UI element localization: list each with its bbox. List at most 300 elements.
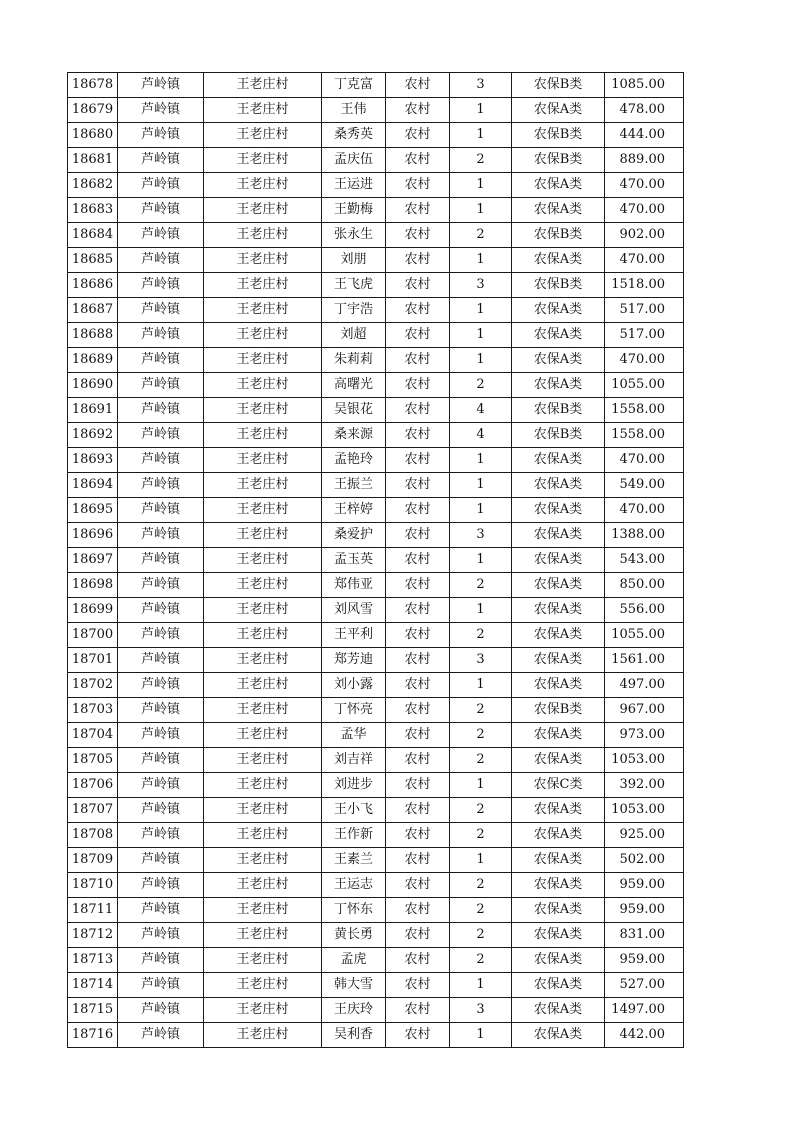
town-cell: 芦岭镇 (118, 173, 204, 198)
name-cell: 郑芳迪 (322, 648, 386, 673)
amount-cell: 850.00 (605, 573, 684, 598)
household-count-cell: 4 (450, 398, 512, 423)
category-cell: 农保B类 (512, 148, 605, 173)
row-number-cell: 18711 (68, 898, 118, 923)
area-type-cell: 农村 (386, 873, 450, 898)
area-type-cell: 农村 (386, 223, 450, 248)
village-cell: 王老庄村 (204, 398, 322, 423)
household-count-cell: 3 (450, 273, 512, 298)
row-number-cell: 18713 (68, 948, 118, 973)
town-cell: 芦岭镇 (118, 223, 204, 248)
category-cell: 农保B类 (512, 423, 605, 448)
amount-cell: 1558.00 (605, 398, 684, 423)
row-number-cell: 18683 (68, 198, 118, 223)
village-cell: 王老庄村 (204, 223, 322, 248)
table-row (68, 273, 684, 298)
town-cell: 芦岭镇 (118, 448, 204, 473)
category-cell: 农保A类 (512, 898, 605, 923)
category-cell: 农保A类 (512, 723, 605, 748)
area-type-cell: 农村 (386, 348, 450, 373)
town-cell: 芦岭镇 (118, 298, 204, 323)
town-cell: 芦岭镇 (118, 823, 204, 848)
amount-cell: 442.00 (605, 1023, 684, 1048)
name-cell: 朱莉莉 (322, 348, 386, 373)
household-count-cell: 3 (450, 998, 512, 1023)
category-cell: 农保B类 (512, 698, 605, 723)
name-cell: 王小飞 (322, 798, 386, 823)
town-cell: 芦岭镇 (118, 623, 204, 648)
row-number-cell: 18701 (68, 648, 118, 673)
name-cell: 王作新 (322, 823, 386, 848)
village-cell: 王老庄村 (204, 273, 322, 298)
name-cell: 孟艳玲 (322, 448, 386, 473)
village-cell: 王老庄村 (204, 448, 322, 473)
town-cell: 芦岭镇 (118, 523, 204, 548)
area-type-cell: 农村 (386, 648, 450, 673)
name-cell: 刘超 (322, 323, 386, 348)
area-type-cell: 农村 (386, 973, 450, 998)
name-cell: 王运志 (322, 873, 386, 898)
row-number-cell: 18706 (68, 773, 118, 798)
village-cell: 王老庄村 (204, 173, 322, 198)
row-number-cell: 18684 (68, 223, 118, 248)
area-type-cell: 农村 (386, 598, 450, 623)
village-cell: 王老庄村 (204, 748, 322, 773)
town-cell: 芦岭镇 (118, 373, 204, 398)
town-cell: 芦岭镇 (118, 573, 204, 598)
category-cell: 农保A类 (512, 598, 605, 623)
village-cell: 王老庄村 (204, 98, 322, 123)
town-cell: 芦岭镇 (118, 473, 204, 498)
row-number-cell: 18685 (68, 248, 118, 273)
village-cell: 王老庄村 (204, 773, 322, 798)
village-cell: 王老庄村 (204, 373, 322, 398)
table-row (68, 448, 684, 473)
row-number-cell: 18692 (68, 423, 118, 448)
name-cell: 王素兰 (322, 848, 386, 873)
table-row (68, 1023, 684, 1048)
row-number-cell: 18695 (68, 498, 118, 523)
category-cell: 农保A类 (512, 873, 605, 898)
row-number-cell: 18702 (68, 673, 118, 698)
area-type-cell: 农村 (386, 923, 450, 948)
area-type-cell: 农村 (386, 798, 450, 823)
table-row (68, 173, 684, 198)
category-cell: 农保B类 (512, 123, 605, 148)
household-count-cell: 1 (450, 323, 512, 348)
row-number-cell: 18699 (68, 598, 118, 623)
row-number-cell: 18681 (68, 148, 118, 173)
village-cell: 王老庄村 (204, 323, 322, 348)
category-cell: 农保B类 (512, 223, 605, 248)
town-cell: 芦岭镇 (118, 723, 204, 748)
amount-cell: 959.00 (605, 898, 684, 923)
town-cell: 芦岭镇 (118, 98, 204, 123)
table-row (68, 648, 684, 673)
name-cell: 孟华 (322, 723, 386, 748)
household-count-cell: 1 (450, 298, 512, 323)
table-row (68, 973, 684, 998)
table-row (68, 398, 684, 423)
household-count-cell: 1 (450, 448, 512, 473)
area-type-cell: 农村 (386, 298, 450, 323)
table-row (68, 73, 684, 98)
table-row (68, 673, 684, 698)
amount-cell: 925.00 (605, 823, 684, 848)
household-count-cell: 1 (450, 248, 512, 273)
village-cell: 王老庄村 (204, 998, 322, 1023)
village-cell: 王老庄村 (204, 523, 322, 548)
household-count-cell: 2 (450, 148, 512, 173)
category-cell: 农保A类 (512, 473, 605, 498)
amount-cell: 444.00 (605, 123, 684, 148)
category-cell: 农保A类 (512, 648, 605, 673)
town-cell: 芦岭镇 (118, 548, 204, 573)
category-cell: 农保B类 (512, 273, 605, 298)
household-count-cell: 2 (450, 723, 512, 748)
amount-cell: 470.00 (605, 448, 684, 473)
name-cell: 吴利香 (322, 1023, 386, 1048)
row-number-cell: 18687 (68, 298, 118, 323)
town-cell: 芦岭镇 (118, 348, 204, 373)
table-row (68, 698, 684, 723)
table-row (68, 898, 684, 923)
row-number-cell: 18680 (68, 123, 118, 148)
town-cell: 芦岭镇 (118, 273, 204, 298)
name-cell: 吴银花 (322, 398, 386, 423)
area-type-cell: 农村 (386, 1023, 450, 1048)
household-count-cell: 2 (450, 573, 512, 598)
table-row (68, 598, 684, 623)
table-row (68, 948, 684, 973)
amount-cell: 517.00 (605, 298, 684, 323)
village-cell: 王老庄村 (204, 198, 322, 223)
town-cell: 芦岭镇 (118, 773, 204, 798)
village-cell: 王老庄村 (204, 873, 322, 898)
town-cell: 芦岭镇 (118, 323, 204, 348)
area-type-cell: 农村 (386, 323, 450, 348)
amount-cell: 1558.00 (605, 423, 684, 448)
row-number-cell: 18678 (68, 73, 118, 98)
household-count-cell: 3 (450, 648, 512, 673)
row-number-cell: 18700 (68, 623, 118, 648)
town-cell: 芦岭镇 (118, 648, 204, 673)
town-cell: 芦岭镇 (118, 948, 204, 973)
name-cell: 王平利 (322, 623, 386, 648)
household-count-cell: 1 (450, 198, 512, 223)
household-count-cell: 1 (450, 473, 512, 498)
name-cell: 刘小露 (322, 673, 386, 698)
household-count-cell: 2 (450, 948, 512, 973)
row-number-cell: 18696 (68, 523, 118, 548)
category-cell: 农保A类 (512, 173, 605, 198)
row-number-cell: 18689 (68, 348, 118, 373)
name-cell: 王运进 (322, 173, 386, 198)
area-type-cell: 农村 (386, 123, 450, 148)
row-number-cell: 18707 (68, 798, 118, 823)
village-cell: 王老庄村 (204, 673, 322, 698)
table-row (68, 723, 684, 748)
area-type-cell: 农村 (386, 373, 450, 398)
village-cell: 王老庄村 (204, 973, 322, 998)
household-count-cell: 1 (450, 348, 512, 373)
row-number-cell: 18697 (68, 548, 118, 573)
table-row (68, 548, 684, 573)
household-count-cell: 2 (450, 373, 512, 398)
table-row (68, 923, 684, 948)
household-count-cell: 3 (450, 73, 512, 98)
row-number-cell: 18712 (68, 923, 118, 948)
category-cell: 农保A类 (512, 973, 605, 998)
town-cell: 芦岭镇 (118, 248, 204, 273)
name-cell: 王振兰 (322, 473, 386, 498)
amount-cell: 831.00 (605, 923, 684, 948)
area-type-cell: 农村 (386, 573, 450, 598)
area-type-cell: 农村 (386, 448, 450, 473)
town-cell: 芦岭镇 (118, 498, 204, 523)
table-row (68, 323, 684, 348)
category-cell: 农保A类 (512, 748, 605, 773)
household-count-cell: 1 (450, 773, 512, 798)
table-row (68, 623, 684, 648)
category-cell: 农保A类 (512, 373, 605, 398)
name-cell: 刘朋 (322, 248, 386, 273)
name-cell: 高曙光 (322, 373, 386, 398)
name-cell: 丁怀东 (322, 898, 386, 923)
table-row (68, 148, 684, 173)
town-cell: 芦岭镇 (118, 673, 204, 698)
area-type-cell: 农村 (386, 698, 450, 723)
category-cell: 农保A类 (512, 623, 605, 648)
amount-cell: 556.00 (605, 598, 684, 623)
row-number-cell: 18710 (68, 873, 118, 898)
category-cell: 农保A类 (512, 998, 605, 1023)
household-count-cell: 1 (450, 973, 512, 998)
row-number-cell: 18709 (68, 848, 118, 873)
village-cell: 王老庄村 (204, 423, 322, 448)
village-cell: 王老庄村 (204, 348, 322, 373)
area-type-cell: 农村 (386, 823, 450, 848)
table-body (68, 73, 684, 1048)
town-cell: 芦岭镇 (118, 998, 204, 1023)
category-cell: 农保A类 (512, 98, 605, 123)
row-number-cell: 18704 (68, 723, 118, 748)
household-count-cell: 1 (450, 548, 512, 573)
category-cell: 农保A类 (512, 323, 605, 348)
area-type-cell: 农村 (386, 73, 450, 98)
table-row (68, 348, 684, 373)
area-type-cell: 农村 (386, 723, 450, 748)
town-cell: 芦岭镇 (118, 698, 204, 723)
area-type-cell: 农村 (386, 273, 450, 298)
amount-cell: 1388.00 (605, 523, 684, 548)
category-cell: 农保A类 (512, 923, 605, 948)
area-type-cell: 农村 (386, 548, 450, 573)
town-cell: 芦岭镇 (118, 1023, 204, 1048)
category-cell: 农保A类 (512, 198, 605, 223)
town-cell: 芦岭镇 (118, 398, 204, 423)
village-cell: 王老庄村 (204, 898, 322, 923)
name-cell: 桑来源 (322, 423, 386, 448)
amount-cell: 1518.00 (605, 273, 684, 298)
town-cell: 芦岭镇 (118, 423, 204, 448)
table-row (68, 423, 684, 448)
name-cell: 刘风雪 (322, 598, 386, 623)
amount-cell: 1053.00 (605, 748, 684, 773)
table-row (68, 798, 684, 823)
amount-cell: 959.00 (605, 873, 684, 898)
household-count-cell: 1 (450, 1023, 512, 1048)
name-cell: 桑秀英 (322, 123, 386, 148)
area-type-cell: 农村 (386, 898, 450, 923)
area-type-cell: 农村 (386, 198, 450, 223)
village-cell: 王老庄村 (204, 948, 322, 973)
table-row (68, 773, 684, 798)
village-cell: 王老庄村 (204, 298, 322, 323)
amount-cell: 470.00 (605, 173, 684, 198)
name-cell: 韩大雪 (322, 973, 386, 998)
table-row (68, 873, 684, 898)
table-row (68, 748, 684, 773)
row-number-cell: 18703 (68, 698, 118, 723)
amount-cell: 1497.00 (605, 998, 684, 1023)
area-type-cell: 农村 (386, 473, 450, 498)
amount-cell: 1055.00 (605, 373, 684, 398)
household-count-cell: 1 (450, 123, 512, 148)
town-cell: 芦岭镇 (118, 123, 204, 148)
household-count-cell: 2 (450, 748, 512, 773)
row-number-cell: 18708 (68, 823, 118, 848)
amount-cell: 470.00 (605, 198, 684, 223)
table-row (68, 498, 684, 523)
amount-cell: 470.00 (605, 248, 684, 273)
category-cell: 农保A类 (512, 798, 605, 823)
area-type-cell: 农村 (386, 98, 450, 123)
table-row (68, 523, 684, 548)
household-count-cell: 1 (450, 673, 512, 698)
area-type-cell: 农村 (386, 773, 450, 798)
area-type-cell: 农村 (386, 248, 450, 273)
area-type-cell: 农村 (386, 173, 450, 198)
amount-cell: 1055.00 (605, 623, 684, 648)
village-cell: 王老庄村 (204, 698, 322, 723)
amount-cell: 1561.00 (605, 648, 684, 673)
amount-cell: 959.00 (605, 948, 684, 973)
name-cell: 丁宇浩 (322, 298, 386, 323)
name-cell: 王庆玲 (322, 998, 386, 1023)
name-cell: 郑伟亚 (322, 573, 386, 598)
category-cell: 农保A类 (512, 673, 605, 698)
category-cell: 农保A类 (512, 848, 605, 873)
town-cell: 芦岭镇 (118, 798, 204, 823)
name-cell: 丁克富 (322, 73, 386, 98)
name-cell: 丁怀亮 (322, 698, 386, 723)
town-cell: 芦岭镇 (118, 973, 204, 998)
category-cell: 农保A类 (512, 948, 605, 973)
town-cell: 芦岭镇 (118, 598, 204, 623)
household-count-cell: 2 (450, 698, 512, 723)
town-cell: 芦岭镇 (118, 898, 204, 923)
household-count-cell: 2 (450, 923, 512, 948)
name-cell: 刘进步 (322, 773, 386, 798)
amount-cell: 889.00 (605, 148, 684, 173)
amount-cell: 967.00 (605, 698, 684, 723)
area-type-cell: 农村 (386, 948, 450, 973)
name-cell: 刘吉祥 (322, 748, 386, 773)
village-cell: 王老庄村 (204, 248, 322, 273)
row-number-cell: 18688 (68, 323, 118, 348)
area-type-cell: 农村 (386, 998, 450, 1023)
amount-cell: 470.00 (605, 348, 684, 373)
village-cell: 王老庄村 (204, 723, 322, 748)
household-count-cell: 2 (450, 223, 512, 248)
household-count-cell: 2 (450, 873, 512, 898)
amount-cell: 497.00 (605, 673, 684, 698)
name-cell: 王勤梅 (322, 198, 386, 223)
category-cell: 农保A类 (512, 298, 605, 323)
amount-cell: 973.00 (605, 723, 684, 748)
amount-cell: 1053.00 (605, 798, 684, 823)
village-cell: 王老庄村 (204, 573, 322, 598)
row-number-cell: 18716 (68, 1023, 118, 1048)
category-cell: 农保A类 (512, 823, 605, 848)
row-number-cell: 18690 (68, 373, 118, 398)
amount-cell: 527.00 (605, 973, 684, 998)
name-cell: 孟虎 (322, 948, 386, 973)
table-row (68, 123, 684, 148)
town-cell: 芦岭镇 (118, 748, 204, 773)
town-cell: 芦岭镇 (118, 198, 204, 223)
household-count-cell: 2 (450, 898, 512, 923)
area-type-cell: 农村 (386, 498, 450, 523)
area-type-cell: 农村 (386, 848, 450, 873)
household-count-cell: 1 (450, 598, 512, 623)
town-cell: 芦岭镇 (118, 148, 204, 173)
table-row (68, 573, 684, 598)
amount-cell: 470.00 (605, 498, 684, 523)
household-count-cell: 4 (450, 423, 512, 448)
village-cell: 王老庄村 (204, 1023, 322, 1048)
name-cell: 王梓婷 (322, 498, 386, 523)
amount-cell: 902.00 (605, 223, 684, 248)
amount-cell: 1085.00 (605, 73, 684, 98)
row-number-cell: 18693 (68, 448, 118, 473)
name-cell: 张永生 (322, 223, 386, 248)
amount-cell: 392.00 (605, 773, 684, 798)
village-cell: 王老庄村 (204, 623, 322, 648)
row-number-cell: 18714 (68, 973, 118, 998)
town-cell: 芦岭镇 (118, 73, 204, 98)
village-cell: 王老庄村 (204, 848, 322, 873)
amount-cell: 549.00 (605, 473, 684, 498)
category-cell: 农保C类 (512, 773, 605, 798)
village-cell: 王老庄村 (204, 473, 322, 498)
category-cell: 农保A类 (512, 523, 605, 548)
category-cell: 农保A类 (512, 498, 605, 523)
category-cell: 农保A类 (512, 1023, 605, 1048)
category-cell: 农保B类 (512, 73, 605, 98)
town-cell: 芦岭镇 (118, 923, 204, 948)
row-number-cell: 18715 (68, 998, 118, 1023)
household-count-cell: 2 (450, 798, 512, 823)
row-number-cell: 18698 (68, 573, 118, 598)
row-number-cell: 18694 (68, 473, 118, 498)
table-row (68, 823, 684, 848)
row-number-cell: 18682 (68, 173, 118, 198)
name-cell: 孟庆伍 (322, 148, 386, 173)
table-row (68, 848, 684, 873)
town-cell: 芦岭镇 (118, 848, 204, 873)
